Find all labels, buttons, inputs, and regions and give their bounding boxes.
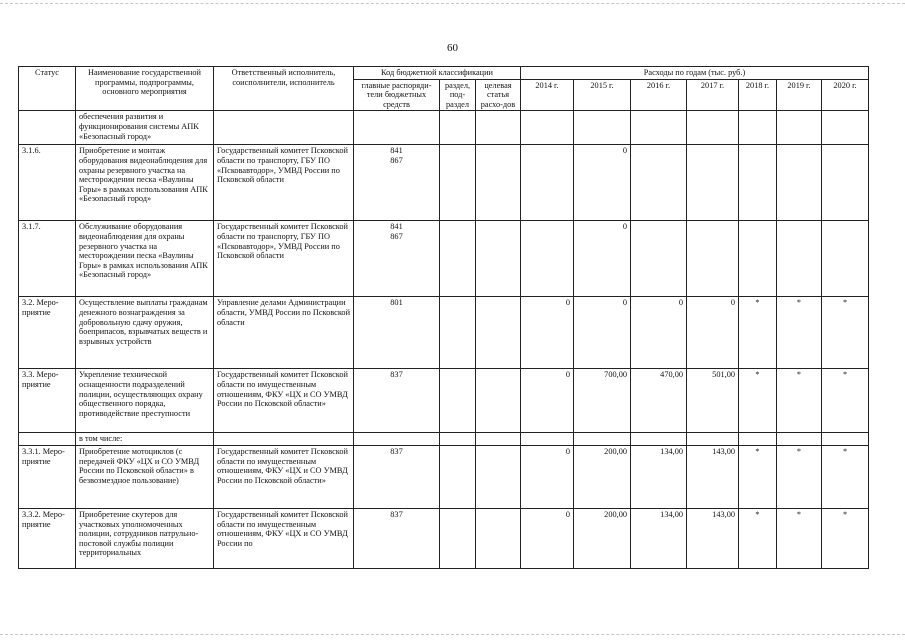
year-value-cell: *: [777, 369, 822, 433]
grbs-cell: 837: [354, 445, 440, 508]
program-name-cell: Приобретение мотоциклов (с передачей ФКУ «ЦХ и СО УМВД России по Псковской области» в безвозмездное пользование): [76, 445, 214, 508]
year-value-cell: *: [739, 369, 777, 433]
target-cell: [476, 297, 521, 369]
scan-edge-bottom: [0, 634, 905, 636]
target-cell: [476, 445, 521, 508]
section-cell: [440, 369, 476, 433]
program-name-cell: обеспечения развития и функционирования системы АПК «Безопасный город»: [76, 111, 214, 145]
program-name-cell: в том числе:: [76, 433, 214, 446]
grbs-cell: 837: [354, 508, 440, 568]
target-cell: [476, 111, 521, 145]
year-value-cell: 143,00: [687, 445, 739, 508]
year-value-cell: [777, 221, 822, 297]
executor-cell: Государственный комитет Псковской области по транспорту, ГБУ ПО «Псковавтодор», УМВД России по Псковской области: [214, 221, 354, 297]
year-value-cell: *: [739, 508, 777, 568]
section-cell: [440, 297, 476, 369]
year-value-cell: [687, 145, 739, 221]
section-cell: [440, 111, 476, 145]
year-value-cell: 200,00: [574, 445, 631, 508]
header-year: 2020 г.: [822, 79, 869, 111]
program-name-cell: Осуществление выплаты гражданам денежного вознаграждения за добровольную сдачу оружия, боеприпасов, взрывчатых веществ и взрывных устройств: [76, 297, 214, 369]
year-value-cell: [631, 111, 687, 145]
section-cell: [440, 221, 476, 297]
section-cell: [440, 433, 476, 446]
table-row: [19, 508, 869, 568]
year-value-cell: *: [777, 508, 822, 568]
year-value-cell: [739, 145, 777, 221]
year-value-cell: *: [777, 445, 822, 508]
year-value-cell: 134,00: [631, 445, 687, 508]
status-cell: 3.2. Меро-приятие: [19, 297, 76, 369]
header-expenses-group: Расходы по годам (тыс. руб.): [521, 67, 869, 80]
header-year: 2015 г.: [574, 79, 631, 111]
year-value-cell: *: [822, 369, 869, 433]
year-value-cell: *: [739, 445, 777, 508]
year-value-cell: *: [822, 445, 869, 508]
executor-cell: Государственный комитет Псковской области по имущественным отношениям, ФКУ «ЦХ и СО УМВД России по Псковской области»: [214, 369, 354, 433]
year-value-cell: 0: [521, 369, 574, 433]
year-value-cell: [687, 111, 739, 145]
year-value-cell: 200,00: [574, 508, 631, 568]
year-value-cell: [521, 433, 574, 446]
executor-cell: [214, 111, 354, 145]
header-name: Наименование государственной программы, подпрограммы, основного мероприятия: [76, 67, 214, 111]
header-year: 2016 г.: [631, 79, 687, 111]
table-row: [19, 297, 869, 369]
executor-cell: [214, 433, 354, 446]
year-value-cell: 143,00: [687, 508, 739, 568]
year-value-cell: [777, 145, 822, 221]
year-value-cell: *: [822, 297, 869, 369]
year-value-cell: 0: [574, 145, 631, 221]
header-code-target: целевая статья расхо-дов: [476, 79, 521, 111]
header-row: [19, 67, 869, 80]
header-year: 2014 г.: [521, 79, 574, 111]
year-value-cell: 0: [521, 297, 574, 369]
section-cell: [440, 508, 476, 568]
year-value-cell: [822, 145, 869, 221]
program-name-cell: Укрепление технической оснащенности подразделений полиции, осуществляющих охрану общественного порядка, противодействие преступности: [76, 369, 214, 433]
year-value-cell: [687, 433, 739, 446]
status-cell: [19, 433, 76, 446]
page-number: 60: [447, 42, 458, 54]
section-cell: [440, 145, 476, 221]
grbs-cell: [354, 111, 440, 145]
grbs-cell: 801: [354, 297, 440, 369]
header-year: 2018 г.: [739, 79, 777, 111]
year-value-cell: 134,00: [631, 508, 687, 568]
year-value-cell: 0: [521, 445, 574, 508]
year-value-cell: [521, 145, 574, 221]
year-value-cell: *: [822, 508, 869, 568]
table-row: [19, 221, 869, 297]
year-value-cell: [739, 221, 777, 297]
header-code-section: раздел, под-раздел: [440, 79, 476, 111]
year-value-cell: [574, 111, 631, 145]
year-value-cell: [822, 433, 869, 446]
target-cell: [476, 508, 521, 568]
status-cell: 3.1.7.: [19, 221, 76, 297]
year-value-cell: [739, 433, 777, 446]
section-cell: [440, 445, 476, 508]
header-year: 2017 г.: [687, 79, 739, 111]
year-value-cell: 501,00: [687, 369, 739, 433]
target-cell: [476, 433, 521, 446]
status-cell: 3.1.6.: [19, 145, 76, 221]
scan-edge-top: [0, 3, 905, 5]
grbs-cell: 841 867: [354, 145, 440, 221]
year-value-cell: 0: [521, 508, 574, 568]
table-row: [19, 369, 869, 433]
status-cell: 3.3.1. Меро-приятие: [19, 445, 76, 508]
status-cell: 3.3. Меро-приятие: [19, 369, 76, 433]
year-value-cell: *: [777, 297, 822, 369]
status-cell: 3.3.2. Меро-приятие: [19, 508, 76, 568]
year-value-cell: [631, 433, 687, 446]
year-value-cell: 0: [574, 297, 631, 369]
year-value-cell: [777, 111, 822, 145]
header-year: 2019 г.: [777, 79, 822, 111]
year-value-cell: [777, 433, 822, 446]
table-row: [19, 433, 869, 446]
table-row: [19, 111, 869, 145]
table-row: [19, 145, 869, 221]
year-value-cell: [739, 111, 777, 145]
grbs-cell: 841 867: [354, 221, 440, 297]
year-value-cell: [822, 221, 869, 297]
header-code-group: Код бюджетной классификации: [354, 67, 521, 80]
program-name-cell: Приобретение скутеров для участковых уполномоченных полиции, сотрудников патрульно-постовой службы полиции территориальных: [76, 508, 214, 568]
year-value-cell: 0: [574, 221, 631, 297]
year-value-cell: 0: [687, 297, 739, 369]
executor-cell: Государственный комитет Псковской области по транспорту, ГБУ ПО «Псковавтодор», УМВД России по Псковской области: [214, 145, 354, 221]
year-value-cell: [631, 221, 687, 297]
header-executor: Ответственный исполнитель, соисполнители, исполнитель: [214, 67, 354, 111]
executor-cell: Управление делами Администрации области, УМВД России по Псковской области: [214, 297, 354, 369]
budget-table: [18, 66, 869, 569]
year-value-cell: [521, 221, 574, 297]
target-cell: [476, 369, 521, 433]
executor-cell: Государственный комитет Псковской области по имущественным отношениям, ФКУ «ЦХ и СО УМВД России по: [214, 508, 354, 568]
header-code-main: главные распоряди-тели бюджетных средств: [354, 79, 440, 111]
target-cell: [476, 145, 521, 221]
year-value-cell: [574, 433, 631, 446]
year-value-cell: [631, 145, 687, 221]
status-cell: [19, 111, 76, 145]
program-name-cell: Обслуживание оборудования видеонаблюдения для охраны резервного участка на месторождении песка «Ваулины Горы» в рамках использования АПК «Безопасный город»: [76, 221, 214, 297]
grbs-cell: [354, 433, 440, 446]
year-value-cell: [687, 221, 739, 297]
year-value-cell: 0: [631, 297, 687, 369]
year-value-cell: [521, 111, 574, 145]
target-cell: [476, 221, 521, 297]
year-value-cell: 700,00: [574, 369, 631, 433]
grbs-cell: 837: [354, 369, 440, 433]
year-value-cell: *: [739, 297, 777, 369]
executor-cell: Государственный комитет Псковской области по имущественным отношениям, ФКУ «ЦХ и СО УМВД России по Псковской области»: [214, 445, 354, 508]
header-status: Статус: [19, 67, 76, 111]
program-name-cell: Приобретение и монтаж оборудования видеонаблюдения для охраны резервного участка на месторождении песка «Ваулины Горы» в рамках использования АПК «Безопасный город»: [76, 145, 214, 221]
year-value-cell: [822, 111, 869, 145]
table-row: [19, 445, 869, 508]
year-value-cell: 470,00: [631, 369, 687, 433]
